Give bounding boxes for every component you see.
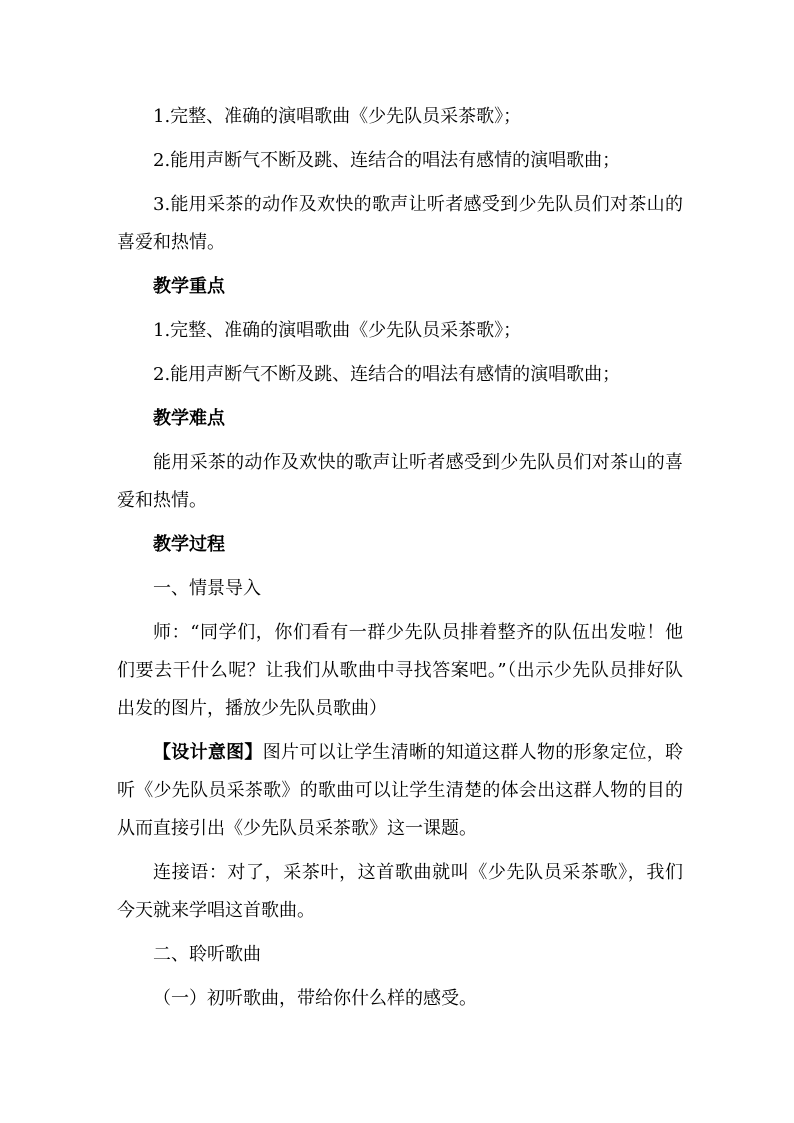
key-points-heading: 教学重点	[153, 276, 225, 297]
difficulty-heading: 教学难点	[153, 408, 225, 429]
document-body	[117, 98, 683, 1024]
difficulty-text: 能用采茶的动作及欢快的歌声让听者感受到少先队员们对茶山的喜爱和热情。	[117, 452, 683, 511]
transition-text: 连接语：对了，采茶叶，这首歌曲就叫《少先队员采茶歌》，我们今天就来学唱这首歌曲。	[117, 862, 683, 921]
objective-3: 3.能用采茶的动作及欢快的歌声让听者感受到少先队员们对茶山的喜爱和热情。	[117, 194, 683, 253]
process-heading: 教学过程	[153, 534, 225, 555]
sub1-heading: （一）初听歌曲，带给你什么样的感受。	[153, 988, 477, 1009]
key-point-2: 2.能用声断气不断及跳、连结合的唱法有感情的演唱歌曲；	[153, 364, 621, 385]
design-intent-text: 图片可以让学生清晰的知道这群人物的形象定位，聆听《少先队员采茶歌》的歌曲可以让学生清楚的体会出这群人物的目的从而直接引出《少先队员采茶歌》这一课题。	[117, 742, 684, 839]
objective-2: 2.能用声断气不断及跳、连结合的唱法有感情的演唱歌曲；	[153, 150, 621, 171]
design-intent	[117, 734, 683, 848]
section2-heading: 二、聆听歌曲	[153, 944, 261, 965]
objective-1: 1.完整、准确的演唱歌曲《少先队员采茶歌》；	[153, 106, 522, 127]
teacher-speech: 师：“同学们，你们看有一群少先队员排着整齐的队伍出发啦！他们要去干什么呢？让我们从歌曲中寻找答案吧。”（出示少先队员排好队出发的图片，播放少先队员歌曲）	[117, 622, 683, 719]
section1-heading: 一、情景导入	[153, 578, 261, 599]
key-point-1: 1.完整、准确的演唱歌曲《少先队员采茶歌》；	[153, 320, 522, 341]
design-intent-label: 【设计意图】	[153, 742, 263, 763]
